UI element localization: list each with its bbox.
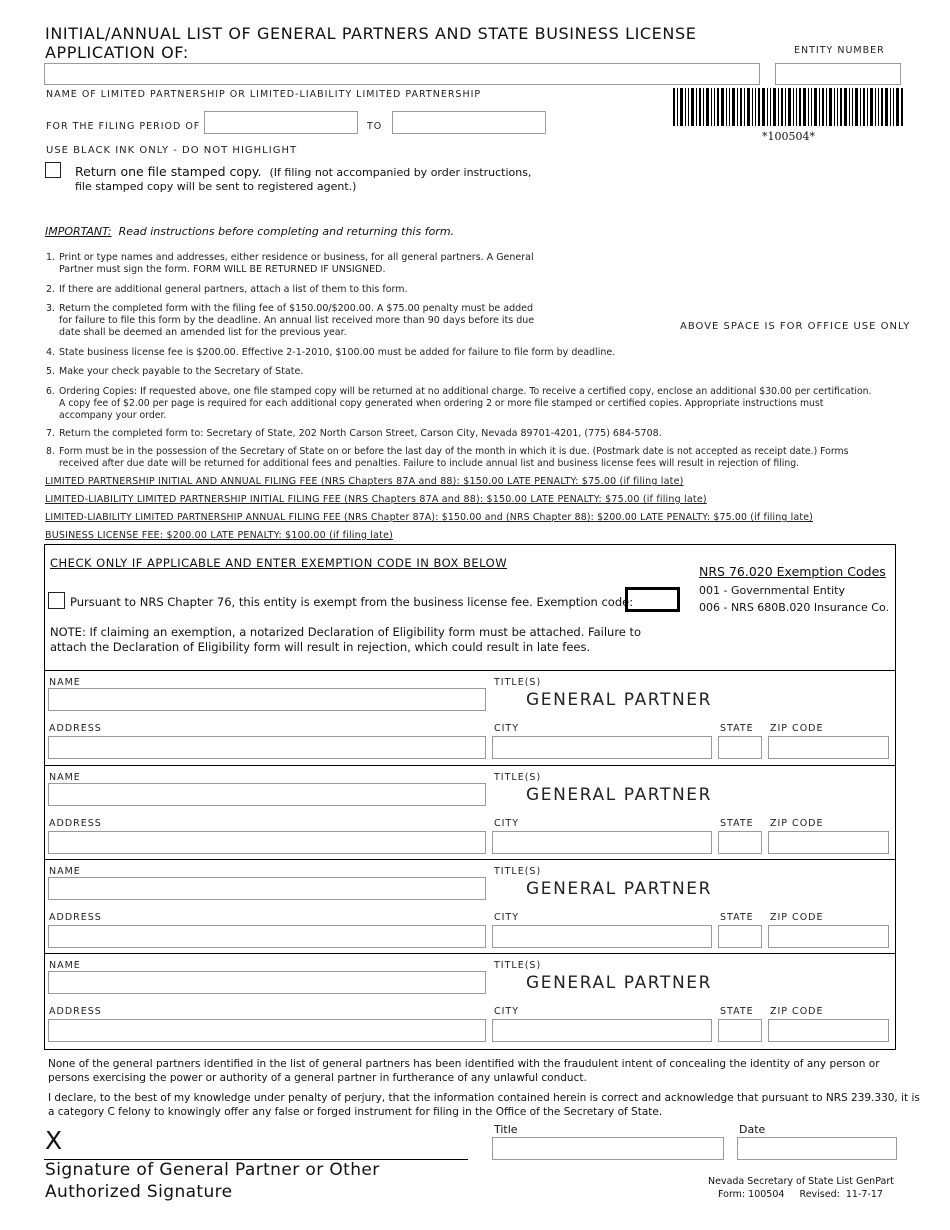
general-partner-block [44,766,896,860]
entity-name-label: NAME OF LIMITED PARTNERSHIP OR LIMITED-LIABILITY LIMITED PARTNERSHIP [46,89,482,100]
general-partner-block [44,954,896,1050]
partner-state-field[interactable] [718,736,762,759]
important-label: IMPORTANT: [45,225,112,238]
exemption-note-2: attach the Declaration of Eligibility form will result in rejection, which could result in late fees. [50,640,591,654]
instruction-number: 4. [46,347,56,358]
partner-title-label: TITLE(S) [494,866,542,877]
declaration-perjury-line2: a category C felony to knowingly offer any false or forged instrument for filing in the Office of the Secretary of State. [48,1106,663,1118]
entity-number-field[interactable] [775,63,901,85]
partner-city-field[interactable] [492,1019,712,1042]
instruction-line: Return the completed form to: Secretary of State, 202 North Carson Street, Carson City, Nevada 89701-4201, (775) 684-5708. [59,428,662,439]
partner-title-label: TITLE(S) [494,960,542,971]
declaration-unlawful [48,1057,880,1085]
form-title [45,24,696,62]
declaration-perjury [48,1091,920,1119]
signature-title-label: Title [494,1123,518,1136]
instruction-number: 2. [46,284,56,295]
exemption-code-field[interactable] [625,587,680,612]
partner-address-field[interactable] [48,925,486,948]
partner-state-field[interactable] [718,1019,762,1042]
barcode-image [672,88,904,126]
partner-title-value[interactable]: GENERAL PARTNER [526,785,713,805]
signature-label-line1: Signature of General Partner or Other [45,1160,380,1180]
instruction-line: Return the completed form with the filing fee of $150.00/$200.00. A $75.00 penalty must be added [59,303,534,314]
partner-name-label: NAME [49,866,81,877]
instruction-3 [48,303,534,339]
partner-address-label: ADDRESS [49,912,102,923]
instruction-line: State business license fee is $200.00. Effective 2-1-2010, $100.00 must be added for failure to file form by deadline. [59,347,616,358]
partner-state-label: STATE [720,912,754,923]
instruction-4 [48,347,615,359]
partner-state-field[interactable] [718,831,762,854]
entity-number-label: ENTITY NUMBER [794,45,885,56]
partner-name-label: NAME [49,960,81,971]
partner-city-field[interactable] [492,925,712,948]
instruction-number: 3. [46,303,56,314]
instruction-line [48,264,568,276]
filing-period-to-label: TO [367,121,383,132]
signature-date-field[interactable] [737,1137,897,1160]
partner-zip-field[interactable] [768,925,889,948]
signature-x-mark: X [45,1126,63,1155]
exemption-checkbox-text: Pursuant to NRS Chapter 76, this entity is exempt from the business license fee. Exemption code: [70,595,634,609]
partner-state-label: STATE [720,723,754,734]
partner-address-label: ADDRESS [49,723,102,734]
instruction-line: date shall be deemed an amended list for the previous year. [59,327,347,338]
partner-zip-label: ZIP CODE [770,1006,824,1017]
partner-city-label: CITY [494,1006,520,1017]
partner-zip-field[interactable] [768,736,889,759]
instruction-line: accompany your order. [59,410,167,421]
form-title-line2: APPLICATION OF: [45,43,189,62]
partner-name-field[interactable] [48,971,486,994]
partner-title-value[interactable]: GENERAL PARTNER [526,879,713,899]
partner-city-field[interactable] [492,736,712,759]
filing-period-to-field[interactable] [392,111,546,134]
instruction-line: Form must be in the possession of the Secretary of State on or before the last day of the month in which it is due. (Postmark date is not accepted as receipt date.) Forms [59,446,849,457]
partner-title-value[interactable]: GENERAL PARTNER [526,690,713,710]
exemption-heading: CHECK ONLY IF APPLICABLE AND ENTER EXEMPTION CODE IN BOX BELOW [50,556,508,570]
footer-agency: Nevada Secretary of State List GenPart [708,1176,894,1187]
signature-title-field[interactable] [492,1137,724,1160]
filing-period-from-field[interactable] [204,111,358,134]
instruction-8 [48,446,848,470]
instruction-line: A copy fee of $2.00 per page is required for each additional copy generated when ordering 2 or more file stamped or certified copies. Appropriate instructions must [59,398,824,409]
partner-city-label: CITY [494,912,520,923]
instruction-number: 1. [46,252,56,263]
barcode-text: *100504* [762,130,815,143]
important-notice [45,225,454,238]
partner-zip-label: ZIP CODE [770,723,824,734]
partner-address-label: ADDRESS [49,1006,102,1017]
partner-address-field[interactable] [48,831,486,854]
instruction-number: 6. [46,386,55,397]
instruction-number: 5. [46,366,56,377]
declaration-perjury-line1: I declare, to the best of my knowledge under penalty of perjury, that the information contained herein is correct and acknowledge that pursuant to NRS 239.330, it is [48,1092,920,1104]
return-copy-note-2: file stamped copy will be sent to registered agent.) [75,180,357,193]
declaration-unlawful-line1: None of the general partners identified in the list of general partners has been identified with the fraudulent intent of concealing the identity of any person or [48,1058,880,1070]
partner-state-field[interactable] [718,925,762,948]
fee-line-lllp-annual: LIMITED-LIABILITY LIMITED PARTNERSHIP ANNUAL FILING FEE (NRS Chapter 87A): $150.00 and (NRS Chapter 88): $200.00 LATE PENALTY: $75.00 (if filing late) [45,512,813,523]
instruction-number: 8. [46,446,55,457]
general-partner-block [44,671,896,766]
instruction-line-text: Partner must sign the form. FORM WILL BE RETURNED IF UNSIGNED. [59,264,386,275]
instruction-1 [48,252,568,276]
instruction-2 [48,284,408,296]
partner-zip-field[interactable] [768,1019,889,1042]
instruction-line: Make your check payable to the Secretary of State. [59,366,304,377]
return-copy-label-text: Return one file stamped copy. [75,164,262,179]
partner-name-field[interactable] [48,783,486,806]
form-title-line1: INITIAL/ANNUAL LIST OF GENERAL PARTNERS AND STATE BUSINESS LICENSE [45,24,697,43]
exemption-code-001: 001 - Governmental Entity [699,584,845,597]
instruction-line: If there are additional general partners, attach a list of them to this form. [59,284,408,295]
fee-line-lp: LIMITED PARTNERSHIP INITIAL AND ANNUAL FILING FEE (NRS Chapters 87A and 88): $150.00 LATE PENALTY: $75.00 (if filing late) [45,476,684,487]
instruction-7 [48,428,662,440]
declaration-unlawful-line2: persons exercising the power or authority of a general partner in furtherance of any unlawful conduct. [48,1072,587,1084]
partner-address-field[interactable] [48,1019,486,1042]
partner-state-label: STATE [720,1006,754,1017]
partner-name-label: NAME [49,677,81,688]
ink-notice: USE BLACK INK ONLY - DO NOT HIGHLIGHT [46,145,298,156]
instruction-line: Print or type names and addresses, either residence or business, for all general partners. A General [59,252,534,263]
partner-city-field[interactable] [492,831,712,854]
partner-zip-field[interactable] [768,831,889,854]
instruction-line: for failure to file this form by the deadline. An annual list received more than 90 days before its due [59,315,535,326]
return-copy-label [75,164,531,179]
partner-address-label: ADDRESS [49,818,102,829]
signature-label-line2: Authorized Signature [45,1182,233,1202]
partner-name-field[interactable] [48,688,486,711]
instruction-line: Ordering Copies: If requested above, one file stamped copy will be returned at no additional charge. To receive a certified copy, enclose an additional $30.00 per certification. [59,386,872,397]
partner-address-field[interactable] [48,736,486,759]
partner-title-value[interactable]: GENERAL PARTNER [526,973,713,993]
return-copy-checkbox[interactable] [45,162,61,178]
important-text: Read instructions before completing and returning this form. [118,225,455,238]
signature-date-label: Date [739,1123,766,1136]
instruction-line: received after due date will be returned for additional fees and penalties. Failure to include annual list and business license fees will result in rejection of filing. [59,458,800,469]
return-copy-note-1: (If filing not accompanied by order instructions, [269,166,532,179]
partner-title-label: TITLE(S) [494,772,542,783]
partner-zip-label: ZIP CODE [770,818,824,829]
office-use-label: ABOVE SPACE IS FOR OFFICE USE ONLY [680,321,911,332]
fee-line-lllp-initial: LIMITED-LIABILITY LIMITED PARTNERSHIP INITIAL FILING FEE (NRS Chapters 87A and 88): $150.00 LATE PENALTY: $75.00 (if filing late) [45,494,707,505]
partner-city-label: CITY [494,818,520,829]
exemption-note-1: NOTE: If claiming an exemption, a notarized Declaration of Eligibility form must be attached. Failure to [50,625,642,639]
partner-name-field[interactable] [48,877,486,900]
partner-title-label: TITLE(S) [494,677,542,688]
instruction-6 [48,386,871,422]
partner-state-label: STATE [720,818,754,829]
general-partner-block [44,860,896,954]
signature-label [45,1159,380,1203]
instruction-number: 7. [46,428,56,439]
instruction-5 [48,366,303,378]
footer-form-revision: Form: 100504 Revised: 11-7-17 [718,1189,883,1200]
entity-name-field[interactable] [44,63,760,85]
exemption-codes-title: NRS 76.020 Exemption Codes [699,564,886,579]
exemption-checkbox[interactable] [48,592,65,609]
exemption-code-006: 006 - NRS 680B.020 Insurance Co. [699,601,890,614]
partner-city-label: CITY [494,723,520,734]
filing-period-label: FOR THE FILING PERIOD OF [46,121,201,132]
barcode-bars [673,88,903,126]
partner-zip-label: ZIP CODE [770,912,824,923]
partner-name-label: NAME [49,772,81,783]
fee-line-business-license: BUSINESS LICENSE FEE: $200.00 LATE PENALTY: $100.00 (if filing late) [45,530,394,541]
